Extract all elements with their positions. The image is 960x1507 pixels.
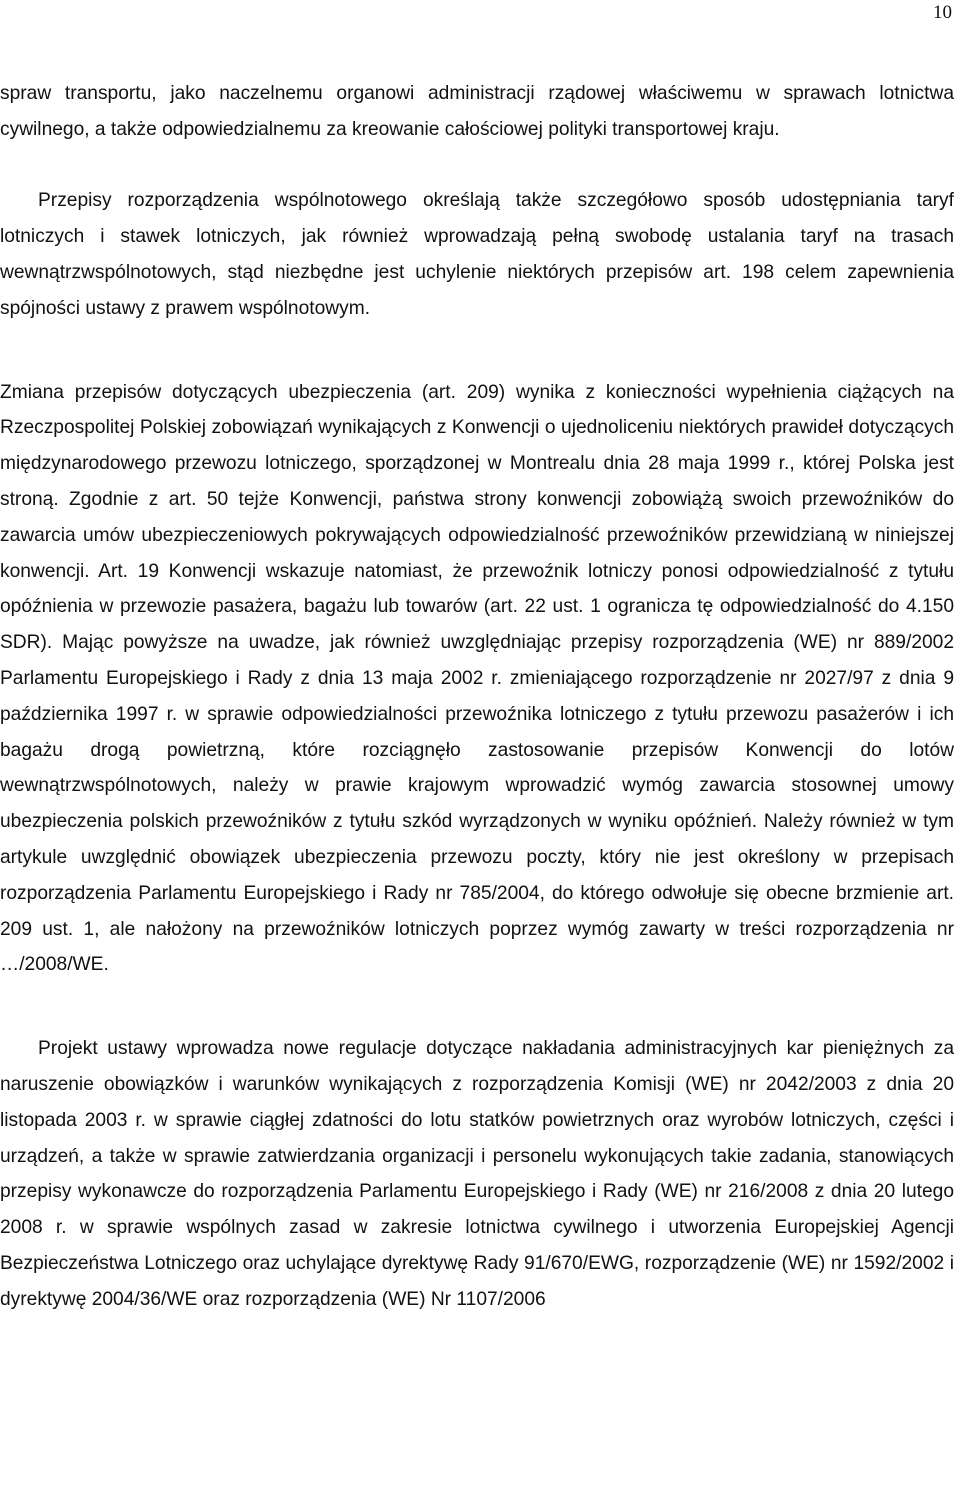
paragraph-air-fares: Przepisy rozporządzenia wspólnotowego określają także szczegółowo sposób udostępniania taryf lotniczych i stawek lotniczych, jak również wprowadzają pełną swobodę ustalania taryf na trasach wewnątrzwspólnotowych, stąd niezbędne jest uchylenie niektórych przepisów art. 198 celem zapewnienia spójności ustawy z prawem wspólnotowym. — [0, 190, 954, 319]
paragraph-administrative-penalties: Projekt ustawy wprowadza nowe regulacje dotyczące nakładania administracyjnych kar pieniężnych za naruszenie obowiązków i warunków wynikających z rozporządzenia Komisji (WE) nr 2042/2003 z dnia 20 listopada 2003 r. w sprawie ciągłej zdatności do lotu statków powietrznych oraz wyrobów lotniczych, części i urządzeń, a także w sprawie zatwierdzania organizacji i personelu wykonujących takie zadania, stanowiących przepisy wykonawcze do rozporządzenia Parlamentu Europejskiego i Rady (WE) nr 216/2008 z dnia 20 lutego 2008 r. w sprawie wspólnych zasad w zakresie lotnictwa cywilnego i utworzenia Europejskiej Agencji Bezpieczeństwa Lotniczego oraz uchylające dyrektywę Rady 91/670/EWG, rozporządzenie (WE) nr 1592/2002 i dyrektywę 2004/36/WE oraz rozporządzenia (WE) Nr 1107/2006 — [0, 1038, 954, 1310]
page-number: 10 — [933, 2, 952, 23]
paragraph-transport-authority: spraw transportu, jako naczelnemu organowi administracji rządowej właściwemu w sprawach lotnictwa cywilnego, a także odpowiedzialnemu za kreowanie całościowej polityki transportowej kraju. — [0, 83, 954, 140]
document-body — [0, 76, 954, 1318]
paragraph-insurance-amendment: Zmiana przepisów dotyczących ubezpieczenia (art. 209) wynika z konieczności wypełnienia ciążących na Rzeczpospolitej Polskiej zobowiązań wynikających z Konwencji o ujednoliceniu niektórych prawideł dotyczących międzynarodowego przewozu lotniczego, sporządzonej w Montrealu dnia 28 maja 1999 r., której Polska jest stroną. Zgodnie z art. 50 tejże Konwencji, państwa strony konwencji zobowiążą swoich przewoźników do zawarcia umów ubezpieczeniowych pokrywających odpowiedzialność przewoźników przewidzianą w niniejszej konwencji. Art. 19 Konwencji wskazuje natomiast, że przewoźnik lotniczy ponosi odpowiedzialność z tytułu opóźnienia w przewozie pasażera, bagażu lub towarów (art. 22 ust. 1 ogranicza tę odpowiedzialność do 4.150 SDR). Mając powyższe na uwadze, jak również uwzględniając przepisy rozporządzenia (WE) nr 889/2002 Parlamentu Europejskiego i Rady z dnia 13 maja 2002 r. zmieniającego rozporządzenie nr 2027/97 z dnia 9 października 1997 r. w sprawie odpowiedzialności przewoźnika lotniczego z tytułu przewozu pasażerów i ich bagażu drogą powietrzną, które rozciągnęło zastosowanie przepisów Konwencji do lotów wewnątrzwspólnotowych, należy w prawie krajowym wprowadzić wymóg zawarcia stosownej umowy ubezpieczenia polskich przewoźników z tytułu szkód wyrządzonych w wyniku opóźnień. Należy również w tym artykule uwzględnić obowiązek ubezpieczenia przewozu poczty, który nie jest określony w przepisach rozporządzenia Parlamentu Europejskiego i Rady nr 785/2004, do którego odwołuje się obecne brzmienie art. 209 ust. 1, ale nałożony na przewoźników lotniczych poprzez wymóg zawarty w treści rozporządzenia nr …/2008/WE. — [0, 381, 954, 976]
